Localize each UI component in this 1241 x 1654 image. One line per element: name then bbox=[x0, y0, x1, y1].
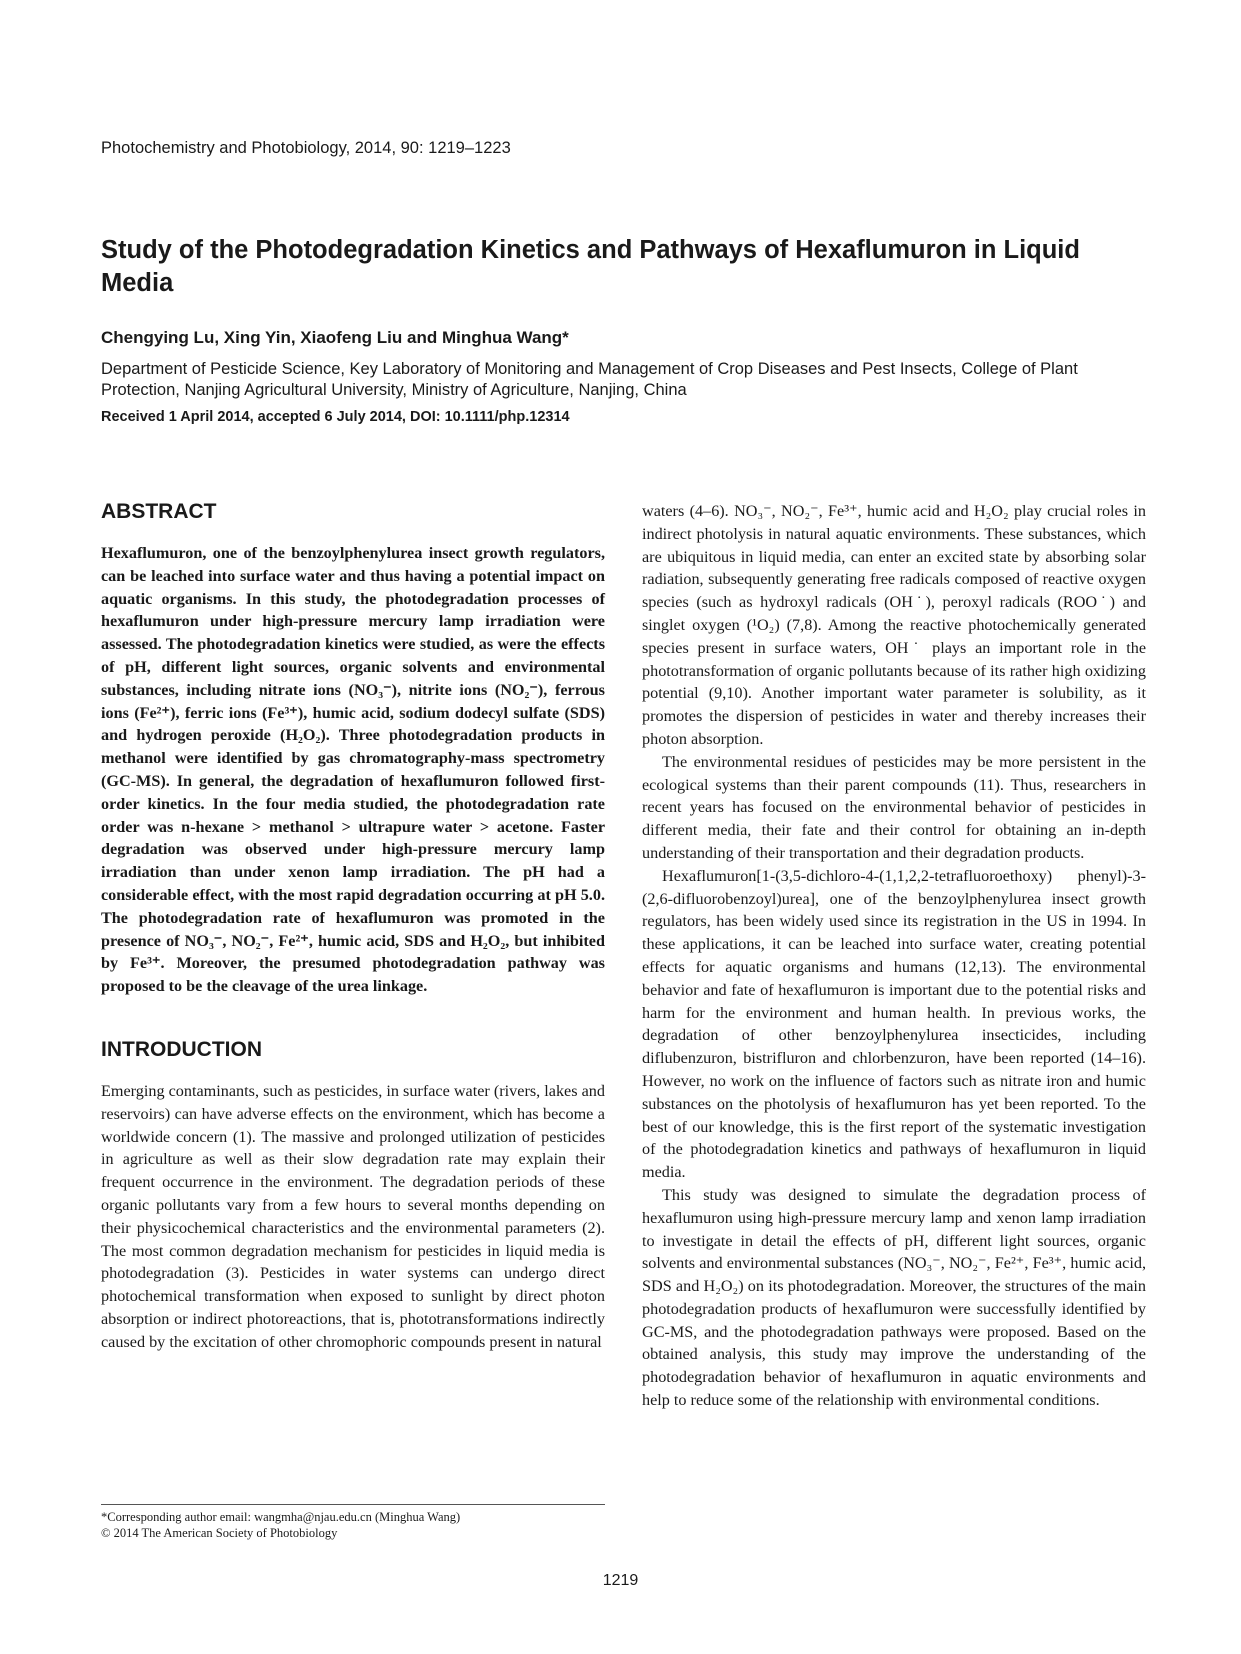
intro-paragraph-3: Hexaflumuron[1-(3,5-dichloro-4-(1,1,2,2-tetrafluoroethoxy) phenyl)-3-(2,6-difluorobenzoyl)urea], one of the benzoylphenylurea insect growth regulators, has been widely used since its registration in the US in 1994. In these applications, it can be leached into surface water, creating potential effects for aquatic organisms and humans (12,13). The environmental behavior and fate of hexaflumuron is important due to the potential risks and harm for the environment and human health. In previous works, the degradation of other benzoylphenylurea insecticides, including diflubenzuron, bistrifluron and chlorbenzuron, have been reported (14–16). However, no work on the influence of factors such as nitrate iron and humic substances on the photolysis of hexaflumuron has yet been reported. To the best of our knowledge, this is the first report of the systematic investigation of the photodegradation kinetics and pathways of hexaflumuron in liquid media. bbox=[642, 866, 1146, 1182]
affiliation: Department of Pesticide Science, Key Laboratory of Monitoring and Management of Crop Diseases and Pest Insects, College of Plant Protection, Nanjing Agricultural University, Ministry of Agriculture, Nanjing, China bbox=[101, 360, 1078, 399]
intro-paragraph-2: The environmental residues of pesticides may be more persistent in the ecological systems than their parent compounds (11). Thus, researchers in recent years has focused on the environmental behavior of pesticides in different media, their fate and their control for obtaining an in-depth understanding of their transportation and their degradation products. bbox=[642, 752, 1146, 862]
copyright-notice: © 2014 The American Society of Photobiology bbox=[101, 1526, 338, 1540]
intro-paragraph-4: This study was designed to simulate the degradation process of hexaflumuron using high-pressure mercury lamp and xenon lamp irradiation to investigate in detail the effects of pH, different light sources, organic solvents and environmental substances (NO₃⁻, NO₂⁻, Fe²⁺, Fe³⁺, humic acid, SDS and H₂O₂) on its photodegradation. Moreover, the structures of the main photodegradation products of hexaflumuron were successfully identified by GC-MS, and the photodegradation pathways were proposed. Based on the obtained analysis, this study may improve the understanding of the photodegradation behavior of hexaflumuron in aquatic environments and help to reduce some of the relationship with environmental conditions. bbox=[642, 1185, 1146, 1410]
left-column bbox=[101, 500, 605, 1354]
intro-paragraph-1: Emerging contaminants, such as pesticides, in surface water (rivers, lakes and reservoirs) can have adverse effects on the environment, which has become a worldwide concern (1). The massive and prolonged utilization of pesticides in agriculture as well as their slow degradation rate may explain their frequent occurrence in the environment. The degradation periods of these organic pollutants vary from a few hours to several months depending on their physicochemical characteristics and the environmental parameters (2). The most common degradation mechanism for pesticides in liquid media is photodegradation (3). Pesticides in water systems can undergo direct photochemical transformation when exposed to sunlight by direct photon absorption or indirect photoreactions, that is, phototransformations indirectly caused by the excitation of other chromophoric compounds present in natural bbox=[101, 1081, 605, 1351]
author-list: Chengying Lu, Xing Yin, Xiaofeng Liu and Minghua Wang* bbox=[101, 328, 569, 347]
received-date-doi: Received 1 April 2014, accepted 6 July 2014, DOI: 10.1111/php.12314 bbox=[101, 409, 570, 425]
intro-paragraph-1-continued: waters (4–6). NO₃⁻, NO₂⁻, Fe³⁺, humic acid and H₂O₂ play crucial roles in indirect photolysis in natural aquatic environments. These substances, which are ubiquitous in liquid media, can enter an excited state by absorbing solar radiation, subsequently generating free radicals composed of reactive oxygen species (such as hydroxyl radicals (OH˙), peroxyl radicals (ROO˙) and singlet oxygen (¹O₂) (7,8). Among the reactive photochemically generated species present in surface waters, OH˙ plays an important role in the phototransformation of organic pollutants because of its rather high oxidizing potential (9,10). Another important water parameter is solubility, as it promotes the dispersion of pesticides in water and thereby increases their photon absorption. bbox=[642, 502, 1146, 748]
corresponding-author-email: *Corresponding author email: wangmha@njau.edu.cn (Minghua Wang) bbox=[101, 1510, 461, 1524]
journal-citation: Photochemistry and Photobiology, 2014, 90: 1219–1223 bbox=[101, 139, 511, 157]
abstract-text: Hexaflumuron, one of the benzoylphenylurea insect growth regulators, can be leached into surface water and thus having a potential impact on aquatic organisms. In this study, the photodegradation processes of hexaflumuron under high-pressure mercury lamp irradiation were assessed. The photodegradation kinetics were studied, as were the effects of pH, different light sources, organic solvents and environmental substances, including nitrate ions (NO₃⁻), nitrite ions (NO₂⁻), ferrous ions (Fe²⁺), ferric ions (Fe³⁺), humic acid, sodium dodecyl sulfate (SDS) and hydrogen peroxide (H₂O₂). Three photodegradation products in methanol were identified by gas chromatography-mass spectrometry (GC-MS). In general, the degradation of hexaflumuron followed first-order kinetics. In the four media studied, the photodegradation rate order was n-hexane > methanol > ultrapure water > acetone. Faster degradation was observed under high-pressure mercury lamp irradiation than under xenon lamp irradiation. The pH had a considerable effect, with the most rapid degradation occurring at pH 5.0. The photodegradation rate of hexaflumuron was promoted in the presence of NO₃⁻, NO₂⁻, Fe²⁺, humic acid, SDS and H₂O₂, but inhibited by Fe³⁺. Moreover, the presumed photodegradation pathway was proposed to be the cleavage of the urea linkage. bbox=[101, 544, 605, 996]
right-column bbox=[642, 500, 1146, 1412]
introduction-heading: INTRODUCTION bbox=[101, 1037, 262, 1061]
footnote bbox=[101, 1504, 605, 1541]
page-number: 1219 bbox=[602, 1572, 639, 1589]
abstract-heading: ABSTRACT bbox=[101, 500, 217, 523]
paper-title: Study of the Photodegradation Kinetics and Pathways of Hexaflumuron in Liquid Media bbox=[101, 236, 1080, 297]
